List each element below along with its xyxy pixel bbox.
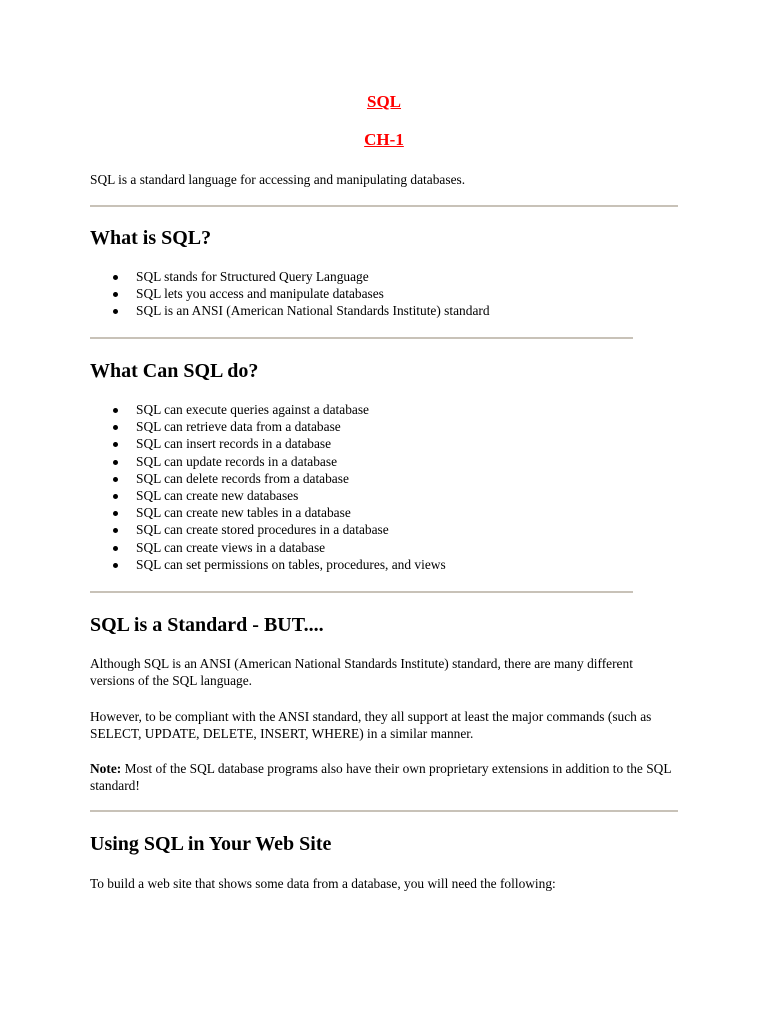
list-item: SQL can execute queries against a database	[90, 401, 446, 418]
heading-what-is-sql: What is SQL?	[90, 227, 212, 249]
list-item: SQL is an ANSI (American National Standards Institute) standard	[90, 302, 490, 319]
bullet-icon	[113, 528, 118, 533]
bullet-icon	[113, 292, 118, 297]
list-item: SQL can create stored procedures in a database	[90, 521, 446, 538]
chapter-title: CH-1	[364, 130, 404, 149]
web-paragraph: To build a web site that shows some data from a database, you will need the following:	[90, 876, 556, 891]
heading-what-can-sql-do: What Can SQL do?	[90, 360, 259, 382]
horizontal-rule	[90, 205, 678, 207]
heading-using-sql-web-site: Using SQL in Your Web Site	[90, 833, 332, 855]
list-item: SQL can create new tables in a database	[90, 504, 446, 521]
bullet-icon	[113, 546, 118, 551]
heading-sql-standard: SQL is a Standard - BUT....	[90, 614, 324, 636]
what-can-sql-do-list	[90, 401, 446, 573]
bullet-icon	[113, 477, 118, 482]
list-item: SQL can create new databases	[90, 487, 446, 504]
what-is-sql-list	[90, 268, 490, 320]
bullet-icon	[113, 511, 118, 516]
bullet-icon	[113, 494, 118, 499]
list-item: SQL can create views in a database	[90, 539, 446, 556]
bullet-icon	[113, 563, 118, 568]
list-item: SQL can set permissions on tables, procedures, and views	[90, 556, 446, 573]
note-text: Most of the SQL database programs also have their own proprietary extensions in addition to the SQL standard!	[90, 761, 672, 793]
list-item: SQL can retrieve data from a database	[90, 418, 446, 435]
document-title: SQL	[366, 92, 402, 111]
bullet-icon	[113, 309, 118, 314]
bullet-icon	[113, 442, 118, 447]
bullet-icon	[113, 460, 118, 465]
bullet-icon	[113, 408, 118, 413]
list-item: SQL stands for Structured Query Language	[90, 268, 490, 285]
intro-paragraph: SQL is a standard language for accessing and manipulating databases.	[90, 172, 466, 187]
standard-paragraph-1: Although SQL is an ANSI (American National Standards Institute) standard, there are many different versions of the SQL language.	[90, 656, 633, 688]
note-label: Note:	[90, 761, 122, 776]
horizontal-rule	[90, 810, 678, 812]
note-paragraph	[90, 760, 680, 794]
list-item: SQL can update records in a database	[90, 453, 446, 470]
list-item: SQL can insert records in a database	[90, 435, 446, 452]
list-item: SQL can delete records from a database	[90, 470, 446, 487]
horizontal-rule	[90, 591, 633, 593]
horizontal-rule	[90, 337, 633, 339]
bullet-icon	[113, 425, 118, 430]
standard-paragraph-2: However, to be compliant with the ANSI standard, they all support at least the major commands (such as SELECT, UPDATE, DELETE, INSERT, WHERE) in a similar manner.	[90, 709, 652, 741]
list-item: SQL lets you access and manipulate databases	[90, 285, 490, 302]
bullet-icon	[113, 275, 118, 280]
